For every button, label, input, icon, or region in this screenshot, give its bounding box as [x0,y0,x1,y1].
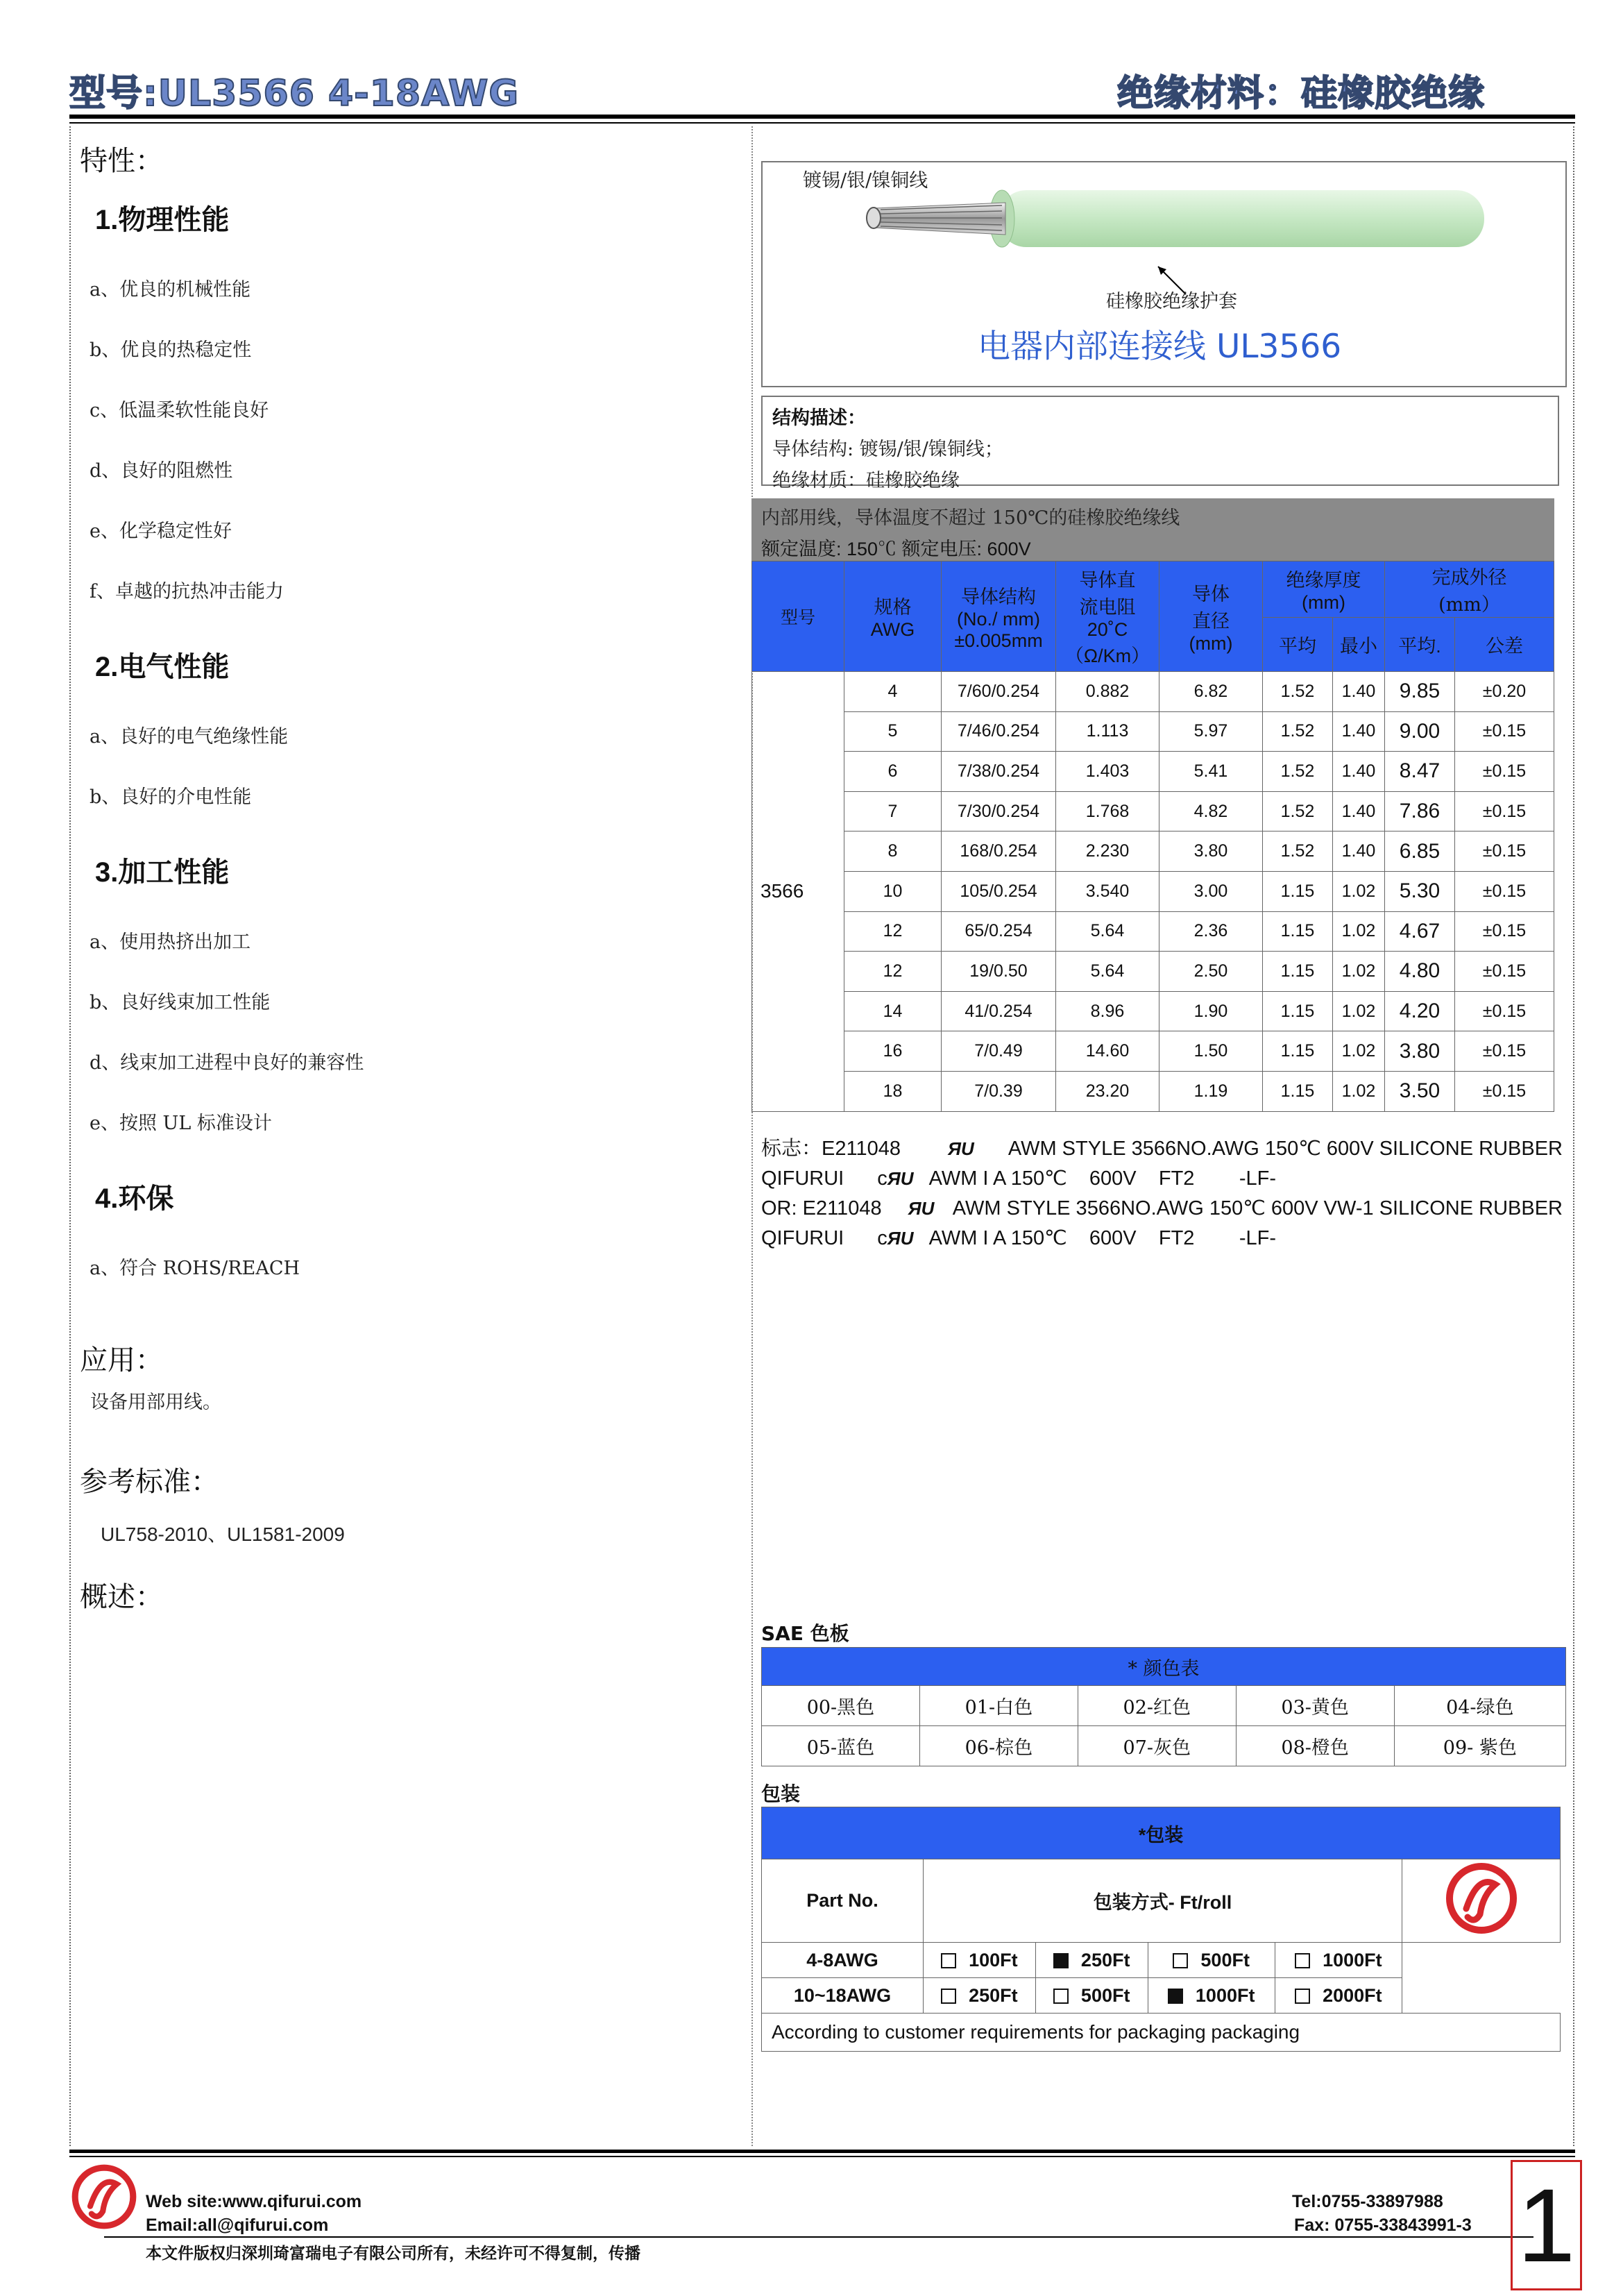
marking-brand-1: QIFURUI [761,1167,844,1190]
table-cell: 3.540 [1056,871,1159,911]
table-cell: 4.67 [1385,911,1455,952]
cul-logo-icon: ЯU [887,1168,914,1189]
table-cell: 3.80 [1385,1031,1455,1072]
table-cell: 1.52 [1263,672,1333,712]
table-cell: 1.15 [1263,871,1333,911]
table-cell: 3.50 [1385,1071,1455,1111]
feature-item: d、良好的阻燃性 [90,460,233,482]
table-cell: 168/0.254 [942,832,1056,872]
table-cell: 8.96 [1056,991,1159,1031]
feature-item: b、良好的介电性能 [90,786,252,808]
table-cell: 9.85 [1385,672,1455,712]
table-cell: ±0.15 [1455,1071,1554,1111]
table-cell: 1.02 [1333,991,1385,1031]
color-cell: 07-灰色 [1078,1726,1236,1766]
feature-item: e、化学稳定性好 [90,521,232,542]
table-cell: 2.230 [1056,832,1159,872]
marking-text-2: AWM I A 150℃ 600V FT2 -LF- [928,1167,1277,1190]
table-cell: 18 [844,1071,942,1111]
table-cell: 1.50 [1159,1031,1263,1072]
table-cell: ±0.15 [1455,1031,1554,1072]
table-cell: 41/0.254 [942,991,1056,1031]
table-cell: 1.02 [1333,1031,1385,1072]
option-label: 1000Ft [1323,1949,1382,1970]
marking-text-3: AWM STYLE 3566NO.AWG 150℃ 600V VW-1 SILICONE RUBBER [952,1197,1563,1219]
table-cell: ±0.15 [1455,711,1554,752]
table-row [752,752,1554,792]
option-label: 250Ft [1080,1949,1130,1970]
option-label: 1000Ft [1195,1984,1255,2006]
table-cell: 2.36 [1159,911,1263,952]
th-od-tol: 公差 [1455,618,1554,672]
footer-email: Email:all@qifurui.com [146,2215,329,2235]
table-cell: ±0.15 [1455,791,1554,832]
th-od: 完成外径 (mm） [1385,562,1554,618]
table-cell: 1.90 [1159,991,1263,1031]
th-thick-min: 最小 [1333,618,1385,672]
table-row [752,1031,1554,1072]
table-cell: 1.15 [1263,952,1333,992]
spec-note-1: 内部用线，导体温度不超过 150℃的硅橡胶绝缘线 [761,507,1180,529]
part-cell: 10~18AWG [762,1978,924,2014]
table-row [752,871,1554,911]
table-cell: 16 [844,1031,942,1072]
standard-text: UL758-2010、UL1581-2009 [101,1523,345,1545]
table-cell: 1.52 [1263,791,1333,832]
structure-conductor: 导体结构: 镀锡/银/镍铜线； [772,439,1003,460]
packaging-option[interactable] [1035,1978,1148,2014]
option-label: 500Ft [1200,1949,1250,1970]
table-cell: 5.30 [1385,871,1455,911]
table-cell: 14 [844,991,942,1031]
footer-rule [69,2150,1575,2153]
table-cell: 1.52 [1263,711,1333,752]
table-cell: 1.403 [1056,752,1159,792]
structure-insulation: 绝缘材质：硅橡胶绝缘 [772,470,960,491]
material-title: 绝缘材料：硅橡胶绝缘 [1117,73,1486,115]
application-title: 应用： [80,1344,163,1376]
table-row [752,952,1554,992]
spec-note-2: 额定温度: 150℃ 额定电压: 600V [761,539,1031,559]
table-cell: 1.02 [1333,1071,1385,1111]
table-row [752,711,1554,752]
spec-table-body [752,672,1554,1112]
table-cell: 23.20 [1056,1071,1159,1111]
table-cell: 1.19 [1159,1071,1263,1111]
table-cell: 2.50 [1159,952,1263,992]
marking-line-4 [761,1224,1563,1253]
header-rule-thin [69,122,1575,124]
packaging-logo-cell [1402,1859,1561,1943]
color-row [762,1726,1566,1766]
checkbox-icon[interactable] [1295,1989,1310,2004]
table-cell: 1.02 [1333,911,1385,952]
color-cell: 02-红色 [1078,1686,1236,1726]
table-cell: 1.768 [1056,791,1159,832]
table-cell: ±0.15 [1455,991,1554,1031]
table-cell: 4.20 [1385,991,1455,1031]
c-mark-1: c [877,1167,887,1190]
cable-diagram [761,161,1567,387]
ul-logo-icon-2: ЯU [908,1198,935,1219]
table-cell: 1.52 [1263,752,1333,792]
packaging-option[interactable] [924,1943,1036,1978]
packaging-row [762,1978,1561,2014]
structure-title: 结构描述： [772,407,866,429]
table-cell: 3.00 [1159,871,1263,911]
table-cell: 1.40 [1333,752,1385,792]
feature-item: f、卓越的抗热冲击能力 [90,581,284,602]
marking-text-1: AWM STYLE 3566NO.AWG 150℃ 600V SILICONE RUBBER [1008,1138,1563,1160]
packaging-row [762,1943,1561,1978]
feature-item: b、良好线束加工性能 [90,992,271,1013]
marking-line-1 [761,1134,1563,1164]
table-cell: 5.97 [1159,711,1263,752]
header-rule [69,115,1575,119]
checkbox-icon[interactable] [1053,1989,1069,2004]
th-thick-avg: 平均 [1263,618,1333,672]
option-label: 250Ft [969,1984,1018,2006]
table-cell: ±0.15 [1455,911,1554,952]
diagram-caption: 电器内部连接线 UL3566 [978,328,1342,366]
footer-fax: Fax: 0755-33843991-3 [1294,2215,1472,2235]
table-cell: 8 [844,832,942,872]
table-cell: 5.64 [1056,952,1159,992]
section-title: 1.物理性能 [95,205,230,235]
model-cell: 3566 [752,672,844,1112]
jacket-label: 硅橡胶绝缘护套 [1106,291,1237,312]
color-table [761,1647,1566,1766]
table-cell: 7 [844,791,942,832]
c-mark-2: c [877,1227,887,1249]
table-cell: 10 [844,871,942,911]
table-cell: ±0.20 [1455,672,1554,712]
table-cell: 6.85 [1385,832,1455,872]
table-cell: ±0.15 [1455,752,1554,792]
th-awg: 规格 AWG [844,562,942,672]
left-column [80,139,739,1614]
checkbox-icon[interactable] [941,1953,956,1968]
color-row [762,1686,1566,1726]
color-board-title: SAE 色板 [761,1622,849,1645]
th-od-avg: 平均. [1385,618,1455,672]
packaging-header: *包装 [762,1807,1561,1859]
feature-sections [80,198,739,1313]
table-row [752,911,1554,952]
marking-brand-2: QIFURUI [761,1227,844,1249]
checkbox-icon[interactable] [1173,1953,1188,1968]
color-table-body [762,1686,1566,1766]
marking-cert-1: 标志：E211048 [761,1138,901,1160]
overview-title: 概述： [80,1581,163,1613]
option-label: 100Ft [969,1949,1018,1970]
table-cell: ±0.15 [1455,832,1554,872]
feature-item: b、优良的热稳定性 [90,339,252,361]
method-header: 包装方式- Ft/roll [924,1859,1402,1943]
footer-copyright: 本文件版权归深圳琦富瑞电子有限公司所有，未经许可不得复制，传播 [146,2245,640,2263]
checkbox-checked-icon[interactable] [1168,1989,1183,2004]
table-cell: 6.82 [1159,672,1263,712]
cul-logo-icon-2: ЯU [887,1228,914,1249]
table-cell: 1.15 [1263,1071,1333,1111]
jacket [999,190,1484,247]
table-cell: 5.64 [1056,911,1159,952]
table-cell: 7/60/0.254 [942,672,1056,712]
model-title: 型号:UL3566 4-18AWG [69,73,520,115]
checkbox-icon[interactable] [941,1989,956,2004]
table-cell: 1.02 [1333,952,1385,992]
marking-cert-2: OR: E211048 [761,1197,882,1219]
th-thickness: 绝缘厚度 (mm) [1263,562,1385,618]
ul-logo-icon: ЯU [948,1138,974,1159]
packaging-note: According to customer requirements for packaging packaging [762,2014,1561,2052]
part-no-header: Part No. [762,1859,924,1943]
table-cell: 1.15 [1263,1031,1333,1072]
table-cell: 65/0.254 [942,911,1056,952]
color-cell: 08-橙色 [1236,1726,1394,1766]
table-cell: 3.80 [1159,832,1263,872]
column-divider [751,126,753,2146]
packaging-option[interactable] [1275,1978,1402,2014]
color-cell: 09- 紫色 [1394,1726,1565,1766]
packaging-table [761,1807,1561,2052]
table-cell: 4 [844,672,942,712]
th-model: 型号 [752,562,844,672]
table-cell: 105/0.254 [942,871,1056,911]
table-cell: 1.40 [1333,832,1385,872]
table-cell: 7/38/0.254 [942,752,1056,792]
table-cell: 1.15 [1263,911,1333,952]
section-title: 2.电气性能 [95,652,230,682]
table-cell: 1.113 [1056,711,1159,752]
checkbox-icon[interactable] [1295,1953,1310,1968]
table-row [752,832,1554,872]
packaging-option[interactable] [1035,1943,1148,1978]
feature-item: a、符合 ROHS/REACH [90,1258,300,1279]
footer-logo-icon [66,2162,142,2231]
section-title: 4.环保 [95,1183,174,1214]
table-cell: 19/0.50 [942,952,1056,992]
table-row [752,791,1554,832]
table-cell: 14.60 [1056,1031,1159,1072]
table-cell: 7/0.39 [942,1071,1056,1111]
footer-tel: Tel:0755-33897988 [1292,2192,1443,2211]
footer-website: Web site:www.qifurui.com [146,2192,362,2211]
packaging-option[interactable] [1275,1943,1402,1978]
feature-item: e、按照 UL 标准设计 [90,1113,272,1134]
section-title: 3.加工性能 [95,857,230,888]
marking-line-2 [761,1164,1563,1194]
packaging-option[interactable] [924,1978,1036,2014]
feature-item: c、低温柔软性能良好 [90,400,269,421]
table-cell: 7/30/0.254 [942,791,1056,832]
feature-item: a、良好的电气绝缘性能 [90,726,289,748]
table-cell: 12 [844,911,942,952]
table-cell: 7.86 [1385,791,1455,832]
table-cell: 0.882 [1056,672,1159,712]
features-title: 特性： [80,145,163,177]
marking-text-4: AWM I A 150℃ 600V FT2 -LF- [928,1227,1277,1249]
table-cell: 7/46/0.254 [942,711,1056,752]
marking-line-3 [761,1194,1563,1224]
table-cell: ±0.15 [1455,952,1554,992]
table-cell: 12 [844,952,942,992]
table-row [752,672,1554,712]
packaging-body [762,1943,1561,2014]
part-cell: 4-8AWG [762,1943,924,1978]
th-diameter: 导体 直径 (mm) [1159,562,1263,672]
table-cell: 9.00 [1385,711,1455,752]
color-cell: 05-蓝色 [762,1726,920,1766]
spec-table [751,561,1554,1112]
feature-item: a、优良的机械性能 [90,279,251,301]
color-cell: 00-黑色 [762,1686,920,1726]
conductor-label: 镀锡/银/镍铜线 [803,170,928,192]
table-cell: 4.80 [1385,952,1455,992]
th-resistance: 导体直 流电阻 20˚C （Ω/Km） [1056,562,1159,672]
table-cell: 7/0.49 [942,1031,1056,1072]
color-cell: 06-棕色 [919,1726,1078,1766]
footer-underline [104,2236,1533,2238]
table-cell: 6 [844,752,942,792]
packaging-option[interactable] [1148,1978,1275,2014]
option-label: 500Ft [1080,1984,1130,2006]
table-row [752,1071,1554,1111]
packaging-option[interactable] [1148,1943,1275,1978]
table-cell: 4.82 [1159,791,1263,832]
table-row [752,991,1554,1031]
color-table-header: * 颜色表 [762,1648,1566,1686]
standard-title: 参考标准： [80,1466,219,1498]
color-cell: 04-绿色 [1394,1686,1565,1726]
company-logo-icon [1440,1860,1523,1936]
table-cell: 1.02 [1333,871,1385,911]
table-cell: 5 [844,711,942,752]
table-cell: 8.47 [1385,752,1455,792]
th-structure: 导体结构 (No./ mm) ±0.005mm [942,562,1056,672]
table-cell: 1.40 [1333,791,1385,832]
table-cell: 1.15 [1263,991,1333,1031]
table-cell: ±0.15 [1455,871,1554,911]
color-cell: 03-黄色 [1236,1686,1394,1726]
table-cell: 1.40 [1333,672,1385,712]
table-cell: 1.52 [1263,832,1333,872]
application-text: 设备用部用线。 [90,1392,221,1413]
structure-box [761,396,1559,491]
packaging-title: 包装 [761,1782,801,1805]
feature-item: a、使用热挤出加工 [90,931,251,953]
spec-note [751,498,1554,561]
marking-block [761,1134,1563,1253]
checkbox-checked-icon[interactable] [1053,1953,1069,1968]
feature-item: d、线束加工进程中良好的兼容性 [90,1052,364,1074]
table-cell: 1.40 [1333,711,1385,752]
page-number: 1 [1511,2160,1582,2290]
footer-rule-thin [69,2156,1575,2157]
color-cell: 01-白色 [919,1686,1078,1726]
table-cell: 5.41 [1159,752,1263,792]
option-label: 2000Ft [1323,1984,1382,2006]
